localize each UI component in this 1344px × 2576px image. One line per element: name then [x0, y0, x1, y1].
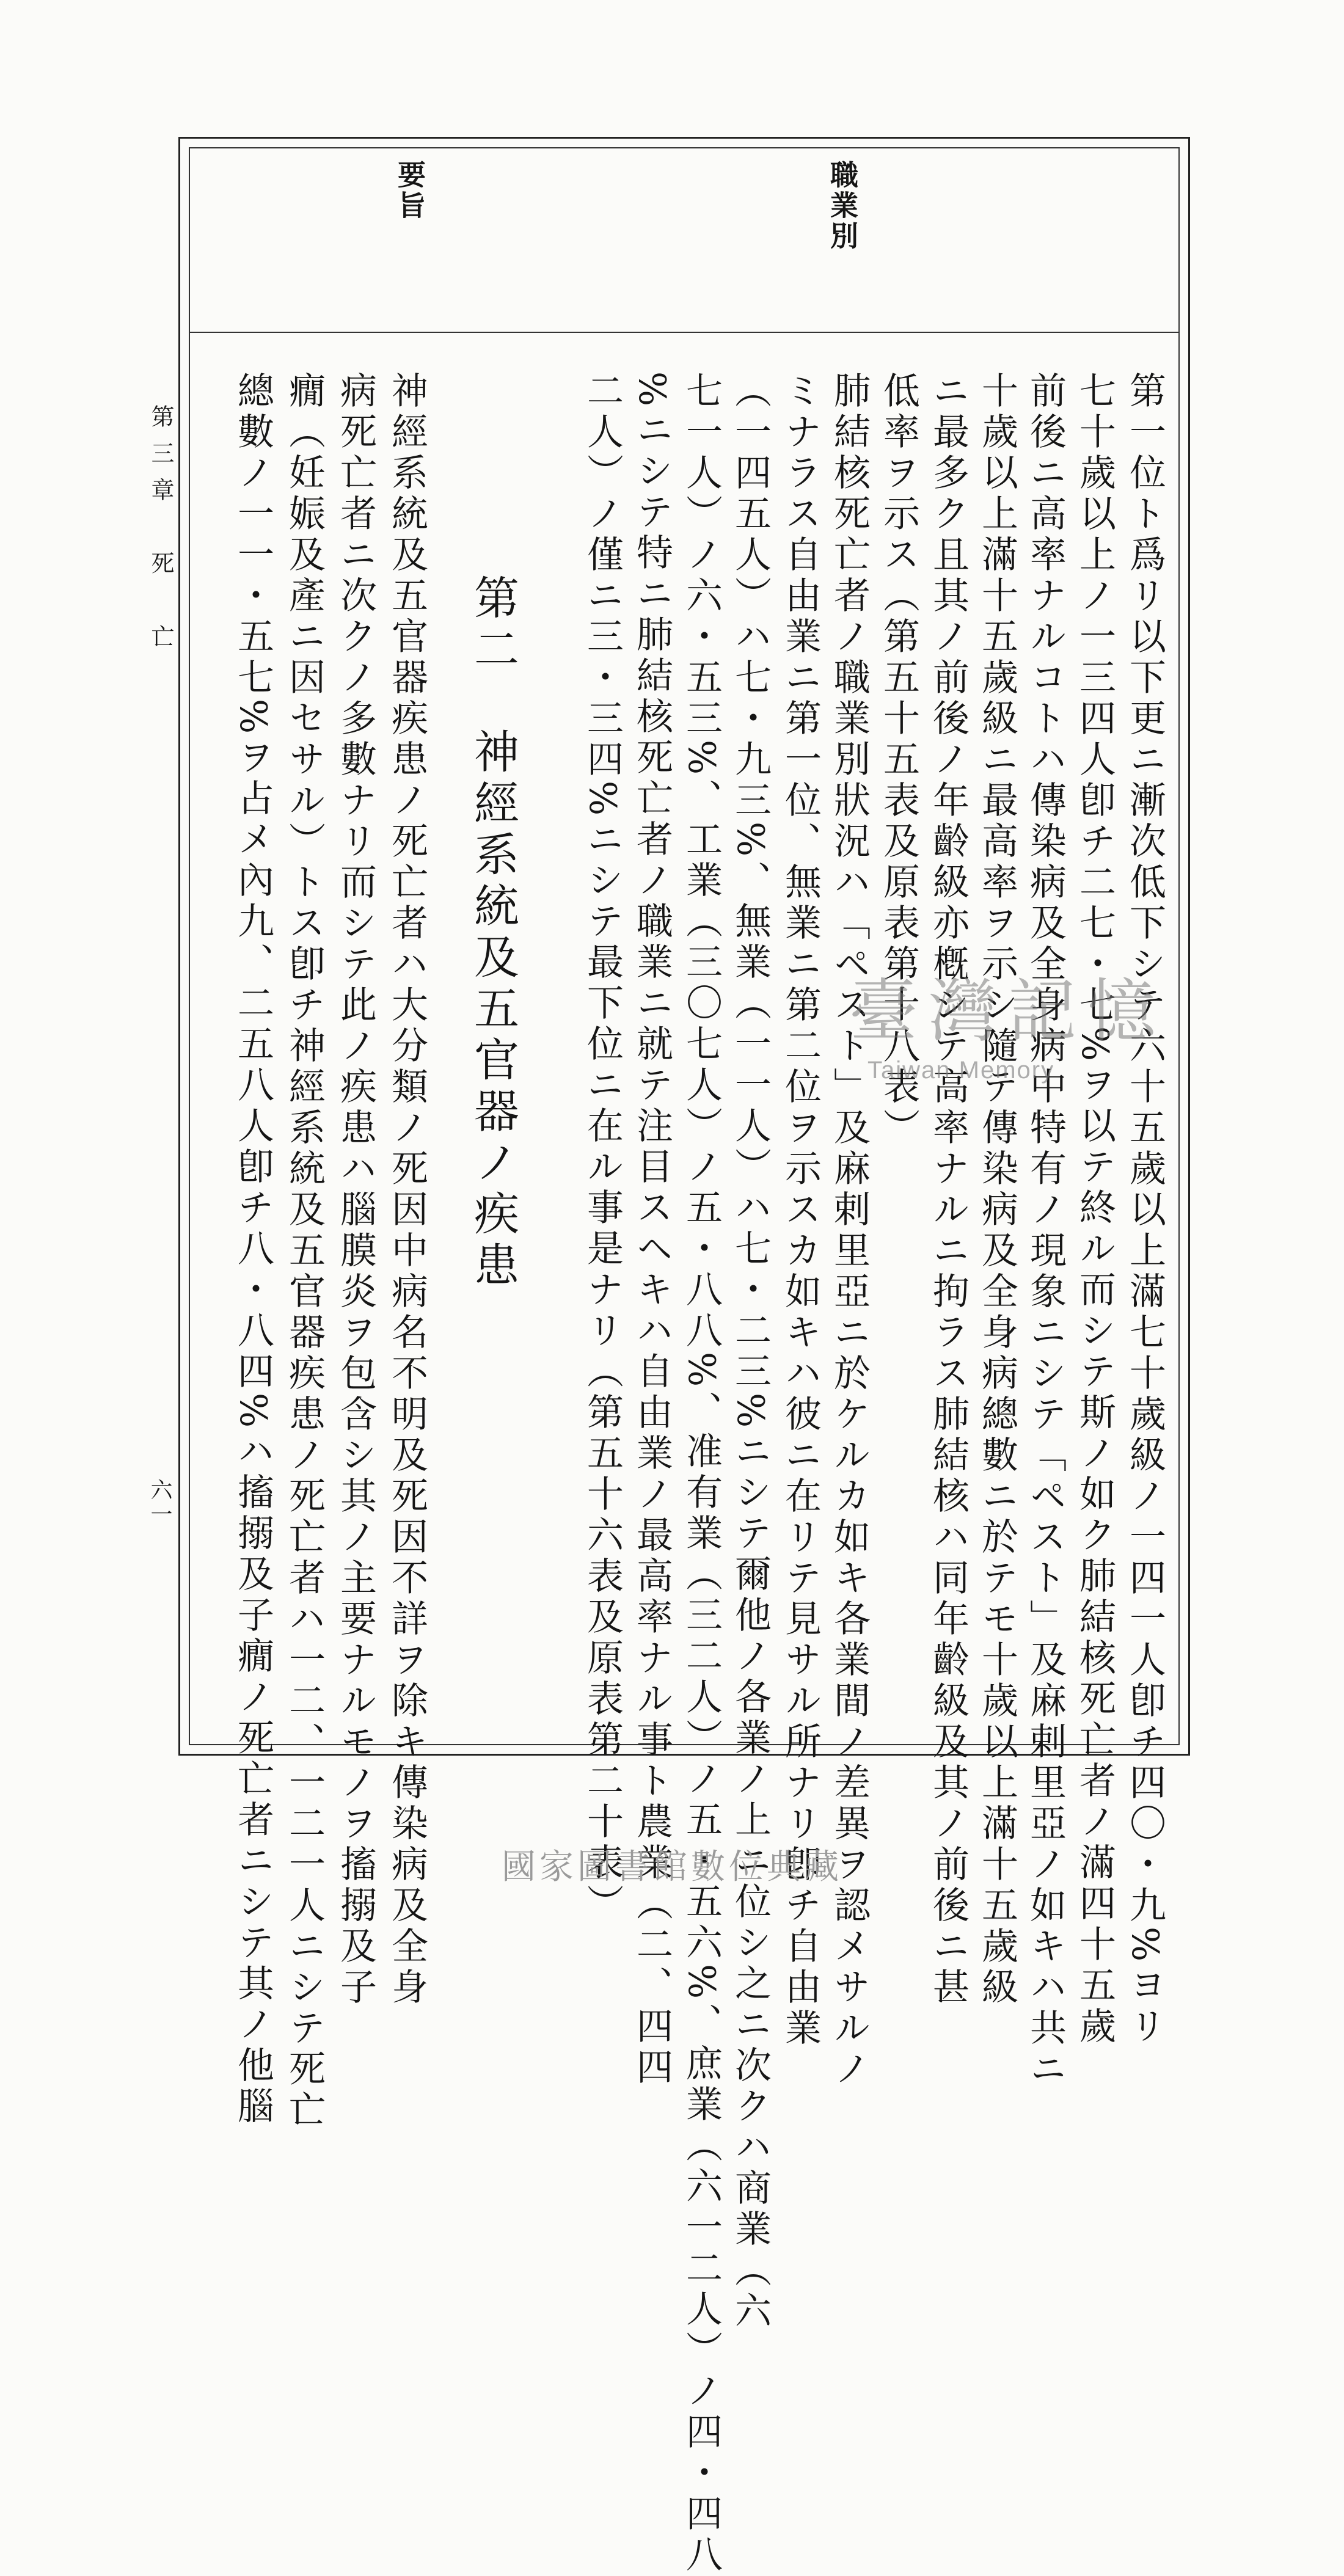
text-column: 七一人）ノ六・五三%、工業（三〇七人）ノ五・八八%、准有業（三二人）ノ五・五六%、庶業（六一二人）ノ四・四八	[680, 371, 723, 2576]
margin-note-divider	[190, 332, 1178, 333]
text-column: 總數ノ一一・五七%ヲ占メ內九、二五八人卽チ八・八四%ハ搐搦及子癇ノ死亡者ニシテ其ノ他腦	[232, 371, 274, 2128]
watermark: 臺灣記憶	[849, 972, 1167, 1051]
running-head: 第三章 死 亡	[147, 404, 174, 661]
text-column: 二人）ノ僅ニ三・三四%ニシテ最下位ニ在ル事是ナリ（第五十六表及原表第二十表）	[581, 371, 624, 1925]
text-column: %ニシテ特ニ肺結核死亡者ノ職業ニ就テ注目スヘキハ自由業ノ最高率ナル事ト農業（二、四四	[630, 371, 673, 2089]
text-column: 病死亡者ニ次クノ多數ナリ而シテ此ノ疾患ハ腦膜炎ヲ包含シ其ノ主要ナルモノヲ搐搦及子	[334, 371, 377, 2009]
text-column: 第一位ト爲リ以下更ニ漸次低下シテ六十五歲以上滿七十歲級ノ一四一人卽チ四〇・九%ヨリ	[1123, 371, 1166, 2048]
footer-archive-label: 國家圖書館數位典藏	[502, 1847, 842, 1887]
text-column: 七十歲以上ノ一三四人卽チ二七・七%ヲ以テ終ル而シテ斯ノ如ク肺結核死亡者ノ滿四十五歲	[1073, 371, 1116, 2048]
watermark-subtitle: Taiwan Memory	[867, 1057, 1055, 1084]
margin-label-summary: 要旨	[393, 160, 426, 221]
text-column: ニ最多ク且其ノ前後ノ年齡級亦槪シテ高率ナルニ拘ラス肺結核ハ同年齡級及其ノ前後ニ甚	[927, 371, 970, 2009]
margin-label-occupation: 職業別	[826, 160, 859, 252]
text-column: 前後ニ高率ナルコトハ傳染病及全身病中特有ノ現象ニシテ「ペスト」及麻剌里亞ノ如キハ共ニ	[1024, 371, 1067, 2090]
text-column: ミナラス自由業ニ第一位、無業ニ第二位ヲ示スカ如キハ彼ニ在リテ見サル所ナリ卽チ自由業	[779, 371, 822, 2049]
text-column: 十歲以上滿十五歲級ニ最高率ヲ示シ隨テ傳染病及全身病總數ニ於テモ十歲以上滿十五歲級	[976, 371, 1018, 2009]
text-column: 肺結核死亡者ノ職業別狀況ハ「ペスト」及麻剌里亞ニ於ケルカ如キ各業間ノ差異ヲ認メサルノ	[828, 371, 871, 2090]
page-number: 六一	[147, 1478, 172, 1527]
text-column: 低率ヲ示ス（第五十五表及原表第十八表）	[877, 371, 920, 1149]
text-column: （一四五人）ハ七・九三%、無業（一一人）ハ七・二三%ニシテ爾他ノ各業ノ上ニ位シ之ニ次クハ商業（六	[729, 371, 772, 2333]
text-column: 神經系統及五官器疾患ノ死亡者ハ大分類ノ死因中病名不明及死因不詳ヲ除キ傳染病及全身	[385, 371, 428, 2009]
section-heading: 第二 神經系統及五官器ノ疾患	[467, 574, 519, 1293]
text-column: 癇（妊娠及產ニ因セサル）トス卽チ神經系統及五官器疾患ノ死亡者ハ一二、一二一人ニシテ死亡	[283, 371, 326, 2131]
